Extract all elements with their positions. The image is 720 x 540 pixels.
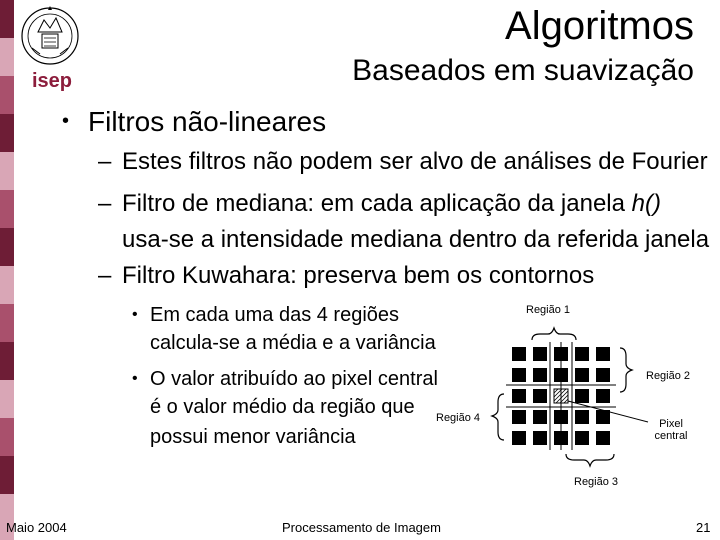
pixel-cell	[575, 347, 589, 361]
sub-bullet-text: usa-se a intensidade mediana dentro da referida janela	[122, 226, 710, 253]
region1-label: Região 1	[526, 304, 571, 316]
median-text: Filtro de mediana: em cada aplicação da janela	[122, 190, 632, 217]
pixel-cell	[512, 431, 526, 445]
slide-title: Algoritmos	[505, 4, 694, 48]
pixel-cell	[596, 389, 610, 403]
sidebar-block	[0, 380, 14, 418]
pixel-cell	[512, 347, 526, 361]
footer-course: Processamento de Imagem	[282, 520, 441, 535]
sidebar-block	[0, 228, 14, 266]
pixel-cell	[533, 410, 547, 424]
footer-date: Maio 2004	[6, 520, 67, 535]
pixel-cell	[575, 368, 589, 382]
dash-icon: –	[98, 190, 112, 217]
pixel-cell	[596, 347, 610, 361]
sidebar-block	[0, 418, 14, 456]
region3-label: Região 3	[574, 476, 619, 488]
sub-sub-bullet-text: Em cada uma das 4 regiões	[150, 304, 400, 326]
isep-emblem-logo	[18, 2, 82, 72]
central-pixel-label-line2: central	[654, 430, 688, 442]
kuwahara-diagram	[480, 300, 710, 500]
sub-sub-bullet-text: calcula-se a média e a variância	[150, 332, 436, 354]
bullet-dot-icon: •	[62, 110, 70, 132]
sub-sub-bullet-text: possui menor variância	[150, 426, 356, 448]
sidebar-block	[0, 152, 14, 190]
pixel-cell	[596, 368, 610, 382]
isep-logo-text: isep	[32, 70, 73, 92]
region2-brace	[620, 348, 632, 392]
sub-bullet-text: Estes filtros não podem ser alvo de análises de Fourier	[122, 148, 708, 175]
pixel-cell	[533, 389, 547, 403]
sidebar-block	[0, 76, 14, 114]
sidebar-block	[0, 456, 14, 494]
region1-brace	[532, 328, 576, 340]
bullet-dot-icon: •	[132, 306, 138, 323]
pixel-cell	[596, 431, 610, 445]
sidebar-block	[0, 0, 14, 38]
pixel-cell	[575, 389, 589, 403]
pixel-cell	[596, 410, 610, 424]
dash-icon: –	[98, 262, 112, 289]
central-pixel-label	[654, 418, 688, 442]
region2-label: Região 2	[646, 370, 691, 382]
pixel-cell	[533, 368, 547, 382]
sidebar-block	[0, 190, 14, 228]
region4-brace	[492, 394, 504, 440]
window-function-text: h()	[631, 190, 661, 217]
pixel-cell	[512, 368, 526, 382]
region4-label: Região 4	[436, 412, 481, 424]
footer-page-number: 21	[696, 520, 711, 535]
central-pixel-label-line1: Pixel	[659, 418, 683, 430]
pixel-cell	[575, 431, 589, 445]
pixel-cell	[533, 347, 547, 361]
bullet-text: Filtros não-lineares	[88, 106, 327, 137]
sidebar-block	[0, 38, 14, 76]
sidebar-block	[0, 304, 14, 342]
region3-brace	[566, 454, 614, 466]
pixel-cell	[575, 410, 589, 424]
sub-sub-bullet-text: é o valor médio da região que	[150, 396, 415, 418]
dash-icon: –	[98, 148, 112, 175]
sidebar-block	[0, 342, 14, 380]
slide-subtitle: Baseados em suavização	[352, 54, 694, 87]
pixel-cell	[512, 389, 526, 403]
sidebar-block	[0, 266, 14, 304]
sub-bullet-text	[122, 190, 661, 218]
pixel-cell	[512, 410, 526, 424]
sub-bullet-text: Filtro Kuwahara: preserva bem os contornos	[122, 262, 595, 289]
pixel-cell	[533, 431, 547, 445]
decorative-sidebar	[0, 0, 14, 540]
bullet-dot-icon: •	[132, 370, 138, 387]
sub-sub-bullet-text: O valor atribuído ao pixel central	[150, 368, 438, 390]
sidebar-block	[0, 114, 14, 152]
